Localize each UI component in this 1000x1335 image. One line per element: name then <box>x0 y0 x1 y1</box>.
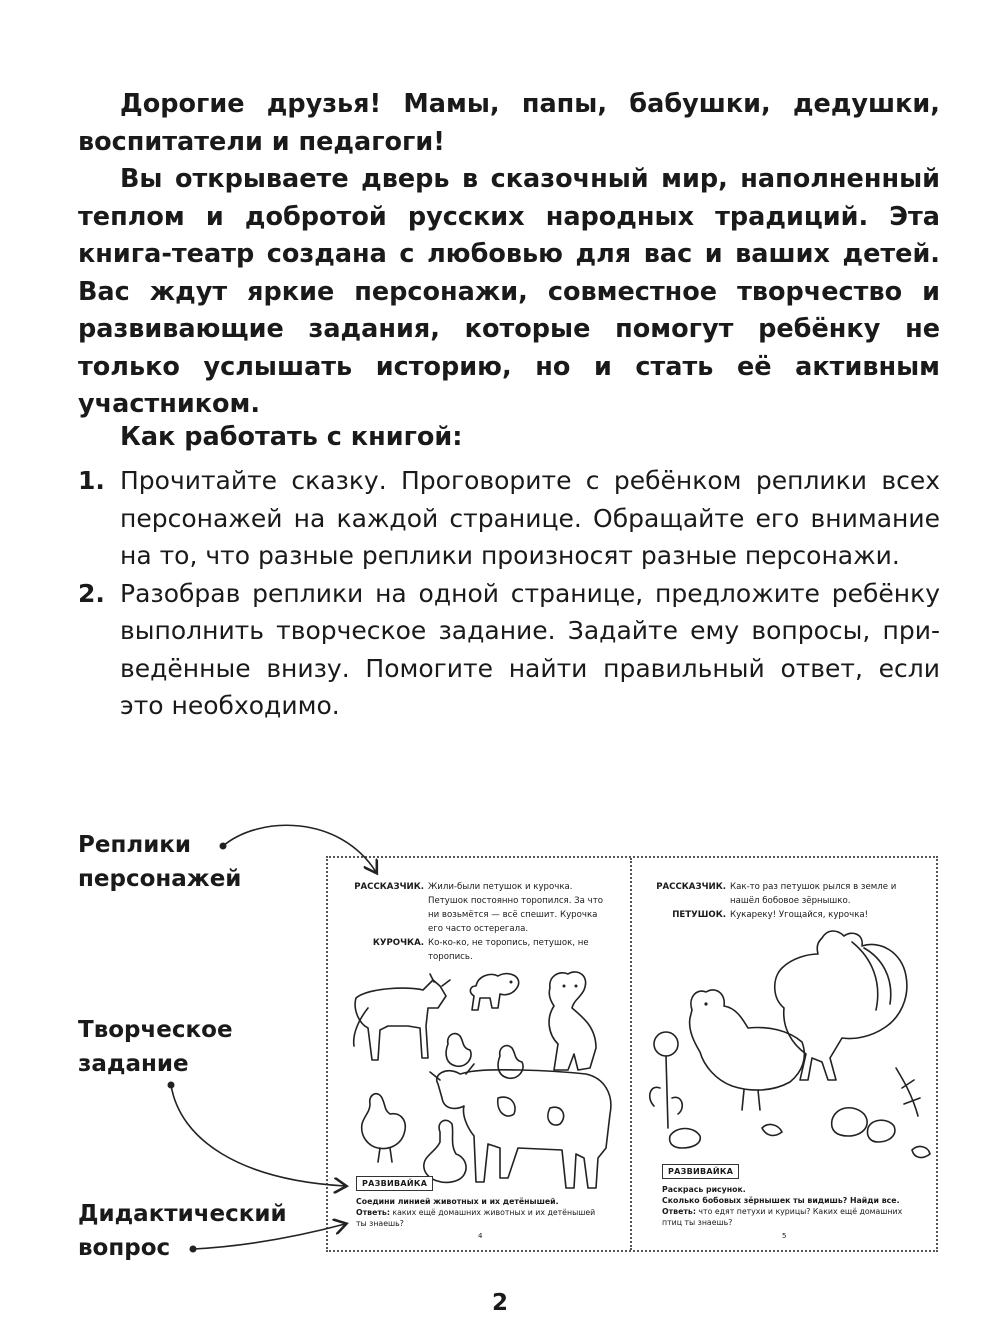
dandelion-drawing <box>650 1032 683 1128</box>
ducklings-drawing <box>446 1034 523 1079</box>
intro-paragraph: Вы открываете дверь в сказочный мир, наполненный теплом и добротой русских народных традиций. Эта книга-театр создана с любовью для вас и ваших детей. Вас ждут яркие персонажи, совместное творчество и развивающие задания, которые помогут ребёнку не только услышать историю, но и стать её активным участником. <box>78 164 940 419</box>
speaker-hen: КУРОЧКА. <box>372 938 424 948</box>
task-question: Сколько бобовых зёрнышек ты видишь? Найди все. <box>662 1196 900 1205</box>
step-2 <box>78 575 940 725</box>
replica-text: Как-то раз петушок рылся в земле и нашёл бобовое зёрнышко. <box>730 882 897 906</box>
speaker-narrator: РАССКАЗЧИК. <box>354 882 424 892</box>
answer-text: каких ещё домашних животных и их детёнышей ты знаешь? <box>356 1208 596 1228</box>
speaker-narrator: РАССКАЗЧИК. <box>656 882 726 892</box>
task-instruction: Раскрась рисунок. <box>662 1185 746 1194</box>
step-text: Разобрав реплики на одной странице, предложите ребёнку выполнить творческое задание. Задайте ему вопросы, приведённые внизу. Помогите найти правильный ответ, если это необходимо. <box>120 578 940 720</box>
replica-text: Ко-ко-ко, не торопись, петушок, не торопись. <box>428 938 589 962</box>
intro-greeting: Дорогие друзья! Мамы, папы, бабушки, дедушки, воспитатели и педагоги! <box>78 89 940 157</box>
goose-drawing <box>424 1120 466 1182</box>
task-tag: РАЗВИВАЙКА <box>356 1176 433 1191</box>
label-line: персонажей <box>78 866 242 892</box>
spread-page-left <box>328 858 630 1250</box>
hen-drawing <box>362 1094 406 1162</box>
puppy-drawing <box>470 974 518 1010</box>
rooster-drawing <box>775 931 907 1080</box>
task-tag: РАЗВИВАЙКА <box>662 1164 739 1179</box>
replica-text: Кукареку! Угощайся, курочка! <box>730 910 869 920</box>
step-1 <box>78 462 940 575</box>
howto-title: Как работать с книгой: <box>120 422 463 452</box>
task-instruction: Соедини линией животных и их детёнышей. <box>356 1197 559 1206</box>
thumb-page-number: 5 <box>782 1232 787 1240</box>
label-didactic <box>78 1197 287 1265</box>
label-creative <box>78 1013 233 1081</box>
task-block <box>662 1184 924 1228</box>
calf-drawing <box>354 974 450 1060</box>
stones-drawing <box>670 1108 895 1148</box>
speaker-rooster: ПЕТУШОК. <box>672 910 726 920</box>
step-number: 1. <box>78 466 105 495</box>
howto-steps <box>78 462 940 725</box>
book-spread <box>326 856 938 1252</box>
page-number: 2 <box>491 1290 508 1316</box>
answer-label: Ответь: <box>356 1208 390 1217</box>
leaves-drawing <box>762 1068 930 1157</box>
label-replicas <box>78 828 241 896</box>
answer-text: что едят петухи и курицы? Каких ещё домашних птиц ты знаешь? <box>662 1207 903 1227</box>
cow-drawing <box>430 1064 611 1188</box>
arrow-dot <box>168 1082 175 1089</box>
task-block <box>356 1196 596 1229</box>
intro-text <box>78 86 940 424</box>
label-line: вопрос <box>78 1235 171 1261</box>
hen-drawing <box>690 990 805 1110</box>
label-line: Творческое <box>78 1017 233 1043</box>
answer-label: Ответь: <box>662 1207 696 1216</box>
farm-animals-illustration <box>328 858 630 1254</box>
step-text: Прочитайте сказку. Проговорите с ребёнком реплики всех персонажей на каждой странице. Обращайте его внимание на то, что разные реплики произносят разные персонажи. <box>120 466 940 570</box>
replica-text: Жили-были петушок и курочка. Петушок постоянно торопился. За что ни возьмётся — всё спешит. Курочка его часто остерегала. <box>428 882 604 934</box>
label-line: задание <box>78 1051 189 1077</box>
spread-page-right <box>632 858 938 1250</box>
label-line: Дидактический <box>78 1201 287 1227</box>
thumb-page-number: 4 <box>478 1232 483 1240</box>
step-number: 2. <box>78 578 105 608</box>
arrow-creative <box>171 1085 345 1186</box>
dog-drawing <box>549 972 596 1070</box>
label-line: Реплики <box>78 832 192 858</box>
